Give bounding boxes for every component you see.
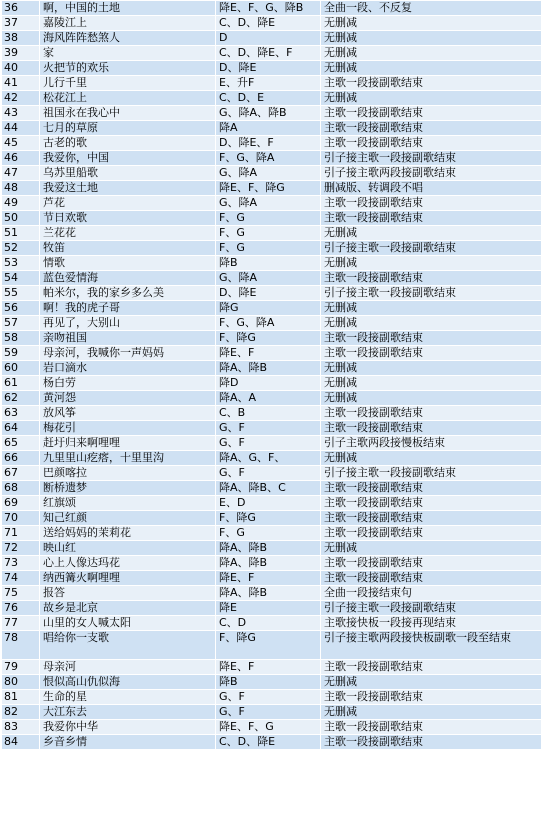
arrangement-note: 引子接主歌一段接副歌结束 bbox=[321, 151, 542, 166]
table-row bbox=[2, 616, 542, 631]
table-row bbox=[2, 181, 542, 196]
key-list: D、降E、F bbox=[216, 136, 321, 151]
key-list: D bbox=[216, 31, 321, 46]
key-list: 降A bbox=[216, 121, 321, 136]
row-number: 73 bbox=[2, 556, 40, 571]
key-list: F、G、降A bbox=[216, 316, 321, 331]
song-title: 断桥遗梦 bbox=[40, 481, 216, 496]
table-row bbox=[2, 690, 542, 705]
song-title: 梅花引 bbox=[40, 421, 216, 436]
table-row bbox=[2, 735, 542, 750]
arrangement-note: 无删减 bbox=[321, 541, 542, 556]
song-title: 母亲河，我喊你一声妈妈 bbox=[40, 346, 216, 361]
table-row bbox=[2, 46, 542, 61]
table-row bbox=[2, 1, 542, 16]
song-title: 海风阵阵愁煞人 bbox=[40, 31, 216, 46]
table-row bbox=[2, 421, 542, 436]
key-list: E、D bbox=[216, 496, 321, 511]
key-list: 降A、G、F、 bbox=[216, 451, 321, 466]
arrangement-note: 无删减 bbox=[321, 61, 542, 76]
song-table bbox=[1, 0, 542, 750]
row-number: 70 bbox=[2, 511, 40, 526]
song-title: 乡音乡情 bbox=[40, 735, 216, 750]
song-title: 放风筝 bbox=[40, 406, 216, 421]
arrangement-note: 主歌一段接副歌结束 bbox=[321, 526, 542, 541]
row-number: 40 bbox=[2, 61, 40, 76]
table-row bbox=[2, 361, 542, 376]
key-list: 降G bbox=[216, 301, 321, 316]
song-title: 山里的女人喊太阳 bbox=[40, 616, 216, 631]
song-title: 报答 bbox=[40, 586, 216, 601]
song-title: 兰花花 bbox=[40, 226, 216, 241]
row-number: 78 bbox=[2, 631, 40, 660]
key-list: 降A、降B bbox=[216, 541, 321, 556]
table-row bbox=[2, 271, 542, 286]
key-list: 降B bbox=[216, 675, 321, 690]
row-number: 53 bbox=[2, 256, 40, 271]
row-number: 41 bbox=[2, 76, 40, 91]
song-title: 我爱这土地 bbox=[40, 181, 216, 196]
arrangement-note: 无删减 bbox=[321, 376, 542, 391]
arrangement-note: 主歌一段接副歌结束 bbox=[321, 331, 542, 346]
row-number: 69 bbox=[2, 496, 40, 511]
key-list: C、D、E bbox=[216, 91, 321, 106]
key-list: 降E bbox=[216, 601, 321, 616]
key-list: G、F bbox=[216, 436, 321, 451]
key-list: G、降A bbox=[216, 196, 321, 211]
table-row bbox=[2, 466, 542, 481]
row-number: 55 bbox=[2, 286, 40, 301]
row-number: 44 bbox=[2, 121, 40, 136]
song-title: 古老的歌 bbox=[40, 136, 216, 151]
song-title: 火把节的欢乐 bbox=[40, 61, 216, 76]
key-list: 降E、F、G、降B bbox=[216, 1, 321, 16]
table-row bbox=[2, 31, 542, 46]
arrangement-note: 全曲一段接结束句 bbox=[321, 586, 542, 601]
arrangement-note: 引子接主歌一段接副歌结束 bbox=[321, 601, 542, 616]
table-row bbox=[2, 61, 542, 76]
row-number: 37 bbox=[2, 16, 40, 31]
row-number: 36 bbox=[2, 1, 40, 16]
row-number: 76 bbox=[2, 601, 40, 616]
table-row bbox=[2, 586, 542, 601]
arrangement-note: 主歌一段接副歌结束 bbox=[321, 106, 542, 121]
key-list: G、F bbox=[216, 466, 321, 481]
song-title: 赶圩归来啊哩哩 bbox=[40, 436, 216, 451]
song-title: 九里里山疙瘩，十里里沟 bbox=[40, 451, 216, 466]
row-number: 42 bbox=[2, 91, 40, 106]
row-number: 66 bbox=[2, 451, 40, 466]
arrangement-note: 主歌一段接副歌结束 bbox=[321, 211, 542, 226]
arrangement-note: 主歌一段接副歌结束 bbox=[321, 196, 542, 211]
table-row bbox=[2, 166, 542, 181]
arrangement-note: 主歌一段接副歌结束 bbox=[321, 76, 542, 91]
key-list: F、降G bbox=[216, 631, 321, 660]
song-title: 芦花 bbox=[40, 196, 216, 211]
arrangement-note: 无删减 bbox=[321, 46, 542, 61]
row-number: 50 bbox=[2, 211, 40, 226]
table-row bbox=[2, 16, 542, 31]
arrangement-note: 无删减 bbox=[321, 361, 542, 376]
row-number: 39 bbox=[2, 46, 40, 61]
table-row bbox=[2, 211, 542, 226]
row-number: 81 bbox=[2, 690, 40, 705]
row-number: 71 bbox=[2, 526, 40, 541]
key-list: D、降E bbox=[216, 61, 321, 76]
key-list: 降D bbox=[216, 376, 321, 391]
key-list: 降A、A bbox=[216, 391, 321, 406]
table-row bbox=[2, 451, 542, 466]
row-number: 77 bbox=[2, 616, 40, 631]
table-row bbox=[2, 720, 542, 735]
song-title: 蓝色爱情海 bbox=[40, 271, 216, 286]
row-number: 79 bbox=[2, 660, 40, 675]
song-title: 松花江上 bbox=[40, 91, 216, 106]
song-title: 家 bbox=[40, 46, 216, 61]
row-number: 57 bbox=[2, 316, 40, 331]
key-list: 降A、降B bbox=[216, 586, 321, 601]
row-number: 52 bbox=[2, 241, 40, 256]
arrangement-note: 主歌一段接副歌结束 bbox=[321, 511, 542, 526]
key-list: 降E、F、G bbox=[216, 720, 321, 735]
song-title: 故乡是北京 bbox=[40, 601, 216, 616]
song-title: 我爱你中华 bbox=[40, 720, 216, 735]
song-title: 唱给你一支歌 bbox=[40, 631, 216, 660]
song-title: 红旗颂 bbox=[40, 496, 216, 511]
song-title: 母亲河 bbox=[40, 660, 216, 675]
table-row bbox=[2, 391, 542, 406]
arrangement-note: 主歌一段接副歌结束 bbox=[321, 571, 542, 586]
row-number: 80 bbox=[2, 675, 40, 690]
row-number: 82 bbox=[2, 705, 40, 720]
row-number: 59 bbox=[2, 346, 40, 361]
arrangement-note: 主歌一段接副歌结束 bbox=[321, 496, 542, 511]
song-title: 亲吻祖国 bbox=[40, 331, 216, 346]
arrangement-note: 全曲一段、不反复 bbox=[321, 1, 542, 16]
song-title: 再见了，大别山 bbox=[40, 316, 216, 331]
arrangement-note: 主歌一段接副歌结束 bbox=[321, 481, 542, 496]
song-title: 节日欢歌 bbox=[40, 211, 216, 226]
key-list: C、D、降E bbox=[216, 16, 321, 31]
song-title: 巴颜喀拉 bbox=[40, 466, 216, 481]
song-title: 恨似高山仇似海 bbox=[40, 675, 216, 690]
arrangement-note: 主歌一段接副歌结束 bbox=[321, 121, 542, 136]
table-row bbox=[2, 436, 542, 451]
key-list: 降E、F bbox=[216, 346, 321, 361]
song-title: 祖国永在我心中 bbox=[40, 106, 216, 121]
table-row bbox=[2, 496, 542, 511]
key-list: C、D、降E bbox=[216, 735, 321, 750]
row-number: 54 bbox=[2, 271, 40, 286]
arrangement-note: 主歌一段接副歌结束 bbox=[321, 660, 542, 675]
key-list: 降E、F bbox=[216, 660, 321, 675]
arrangement-note: 无删减 bbox=[321, 391, 542, 406]
row-number: 65 bbox=[2, 436, 40, 451]
arrangement-note: 无删减 bbox=[321, 256, 542, 271]
key-list: C、D bbox=[216, 616, 321, 631]
table-row bbox=[2, 241, 542, 256]
key-list: F、G bbox=[216, 226, 321, 241]
arrangement-note: 引子主歌两段接慢板结束 bbox=[321, 436, 542, 451]
song-title: 岩口滴水 bbox=[40, 361, 216, 376]
song-title: 牧笛 bbox=[40, 241, 216, 256]
row-number: 68 bbox=[2, 481, 40, 496]
key-list: F、G bbox=[216, 526, 321, 541]
table-row bbox=[2, 511, 542, 526]
song-title: 杨白劳 bbox=[40, 376, 216, 391]
arrangement-note: 无删减 bbox=[321, 16, 542, 31]
table-row bbox=[2, 151, 542, 166]
table-row bbox=[2, 286, 542, 301]
table-row bbox=[2, 106, 542, 121]
arrangement-note: 主歌接快板一段接再现结束 bbox=[321, 616, 542, 631]
key-list: 降A、降B、C bbox=[216, 481, 321, 496]
key-list: G、降A bbox=[216, 166, 321, 181]
song-title: 生命的星 bbox=[40, 690, 216, 705]
row-number: 84 bbox=[2, 735, 40, 750]
song-title: 送给妈妈的茉莉花 bbox=[40, 526, 216, 541]
row-number: 62 bbox=[2, 391, 40, 406]
key-list: G、F bbox=[216, 690, 321, 705]
table-row bbox=[2, 376, 542, 391]
arrangement-note: 主歌一段接副歌结束 bbox=[321, 346, 542, 361]
arrangement-note: 主歌一段接副歌结束 bbox=[321, 136, 542, 151]
key-list: F、G、降A bbox=[216, 151, 321, 166]
table-row bbox=[2, 660, 542, 675]
key-list: 降A、降B bbox=[216, 556, 321, 571]
arrangement-note: 无删减 bbox=[321, 675, 542, 690]
arrangement-note: 引子接主歌一段接副歌结束 bbox=[321, 241, 542, 256]
arrangement-note: 主歌一段接副歌结束 bbox=[321, 406, 542, 421]
table-row bbox=[2, 91, 542, 106]
table-row bbox=[2, 631, 542, 660]
row-number: 75 bbox=[2, 586, 40, 601]
song-title: 大江东去 bbox=[40, 705, 216, 720]
table-row bbox=[2, 346, 542, 361]
arrangement-note: 主歌一段接副歌结束 bbox=[321, 720, 542, 735]
song-title: 七月的草原 bbox=[40, 121, 216, 136]
arrangement-note: 无删减 bbox=[321, 31, 542, 46]
arrangement-note: 主歌一段接副歌结束 bbox=[321, 556, 542, 571]
table-row bbox=[2, 226, 542, 241]
key-list: G、F bbox=[216, 421, 321, 436]
table-row bbox=[2, 675, 542, 690]
row-number: 63 bbox=[2, 406, 40, 421]
row-number: 56 bbox=[2, 301, 40, 316]
arrangement-note: 引子接主歌一段接副歌结束 bbox=[321, 286, 542, 301]
arrangement-note: 无删减 bbox=[321, 91, 542, 106]
song-title: 纳西篝火啊哩哩 bbox=[40, 571, 216, 586]
song-title: 知己红颜 bbox=[40, 511, 216, 526]
row-number: 49 bbox=[2, 196, 40, 211]
key-list: 降E、F、降G bbox=[216, 181, 321, 196]
key-list: G、降A bbox=[216, 271, 321, 286]
table-row bbox=[2, 331, 542, 346]
table-row bbox=[2, 571, 542, 586]
row-number: 47 bbox=[2, 166, 40, 181]
row-number: 51 bbox=[2, 226, 40, 241]
row-number: 67 bbox=[2, 466, 40, 481]
row-number: 48 bbox=[2, 181, 40, 196]
table-row bbox=[2, 556, 542, 571]
key-list: 降E、F bbox=[216, 571, 321, 586]
arrangement-note: 引子接主歌两段接快板副歌一段至结束 bbox=[321, 631, 542, 660]
arrangement-note: 无删减 bbox=[321, 451, 542, 466]
table-row bbox=[2, 406, 542, 421]
key-list: E、升F bbox=[216, 76, 321, 91]
arrangement-note: 无删减 bbox=[321, 226, 542, 241]
row-number: 46 bbox=[2, 151, 40, 166]
arrangement-note: 主歌一段接副歌结束 bbox=[321, 735, 542, 750]
arrangement-note: 无删减 bbox=[321, 705, 542, 720]
key-list: F、降G bbox=[216, 331, 321, 346]
arrangement-note: 无删减 bbox=[321, 301, 542, 316]
song-title: 帕米尔，我的家乡多么美 bbox=[40, 286, 216, 301]
key-list: 降B bbox=[216, 256, 321, 271]
song-title: 映山红 bbox=[40, 541, 216, 556]
table-row bbox=[2, 601, 542, 616]
table-row bbox=[2, 481, 542, 496]
key-list: 降A、降B bbox=[216, 361, 321, 376]
key-list: F、降G bbox=[216, 511, 321, 526]
key-list: F、G bbox=[216, 211, 321, 226]
arrangement-note: 删减版、转调段不唱 bbox=[321, 181, 542, 196]
row-number: 74 bbox=[2, 571, 40, 586]
song-title: 黄河怨 bbox=[40, 391, 216, 406]
table-row bbox=[2, 76, 542, 91]
row-number: 45 bbox=[2, 136, 40, 151]
song-title: 我爱你，中国 bbox=[40, 151, 216, 166]
song-title: 儿行千里 bbox=[40, 76, 216, 91]
song-title: 啊！我的虎子哥 bbox=[40, 301, 216, 316]
song-title: 乌苏里船歌 bbox=[40, 166, 216, 181]
row-number: 58 bbox=[2, 331, 40, 346]
arrangement-note: 主歌一段接副歌结束 bbox=[321, 690, 542, 705]
arrangement-note: 引子接主歌一段接副歌结束 bbox=[321, 466, 542, 481]
key-list: G、降A、降B bbox=[216, 106, 321, 121]
table-row bbox=[2, 256, 542, 271]
row-number: 72 bbox=[2, 541, 40, 556]
table-row bbox=[2, 526, 542, 541]
row-number: 60 bbox=[2, 361, 40, 376]
table-row bbox=[2, 316, 542, 331]
row-number: 83 bbox=[2, 720, 40, 735]
key-list: D、降E bbox=[216, 286, 321, 301]
arrangement-note: 主歌一段接副歌结束 bbox=[321, 421, 542, 436]
arrangement-note: 主歌一段接副歌结束 bbox=[321, 271, 542, 286]
song-title: 心上人像达玛花 bbox=[40, 556, 216, 571]
key-list: C、D、降E、F bbox=[216, 46, 321, 61]
row-number: 43 bbox=[2, 106, 40, 121]
arrangement-note: 无删减 bbox=[321, 316, 542, 331]
key-list: F、G bbox=[216, 241, 321, 256]
row-number: 64 bbox=[2, 421, 40, 436]
table-row bbox=[2, 541, 542, 556]
table-row bbox=[2, 121, 542, 136]
song-title: 嘉陵江上 bbox=[40, 16, 216, 31]
table-row bbox=[2, 196, 542, 211]
song-title: 情歌 bbox=[40, 256, 216, 271]
arrangement-note: 引子接主歌两段接副歌结束 bbox=[321, 166, 542, 181]
song-table-body bbox=[2, 1, 542, 750]
table-row bbox=[2, 301, 542, 316]
key-list: G、F bbox=[216, 705, 321, 720]
key-list: C、B bbox=[216, 406, 321, 421]
song-title: 啊，中国的土地 bbox=[40, 1, 216, 16]
table-row bbox=[2, 136, 542, 151]
row-number: 61 bbox=[2, 376, 40, 391]
table-row bbox=[2, 705, 542, 720]
row-number: 38 bbox=[2, 31, 40, 46]
